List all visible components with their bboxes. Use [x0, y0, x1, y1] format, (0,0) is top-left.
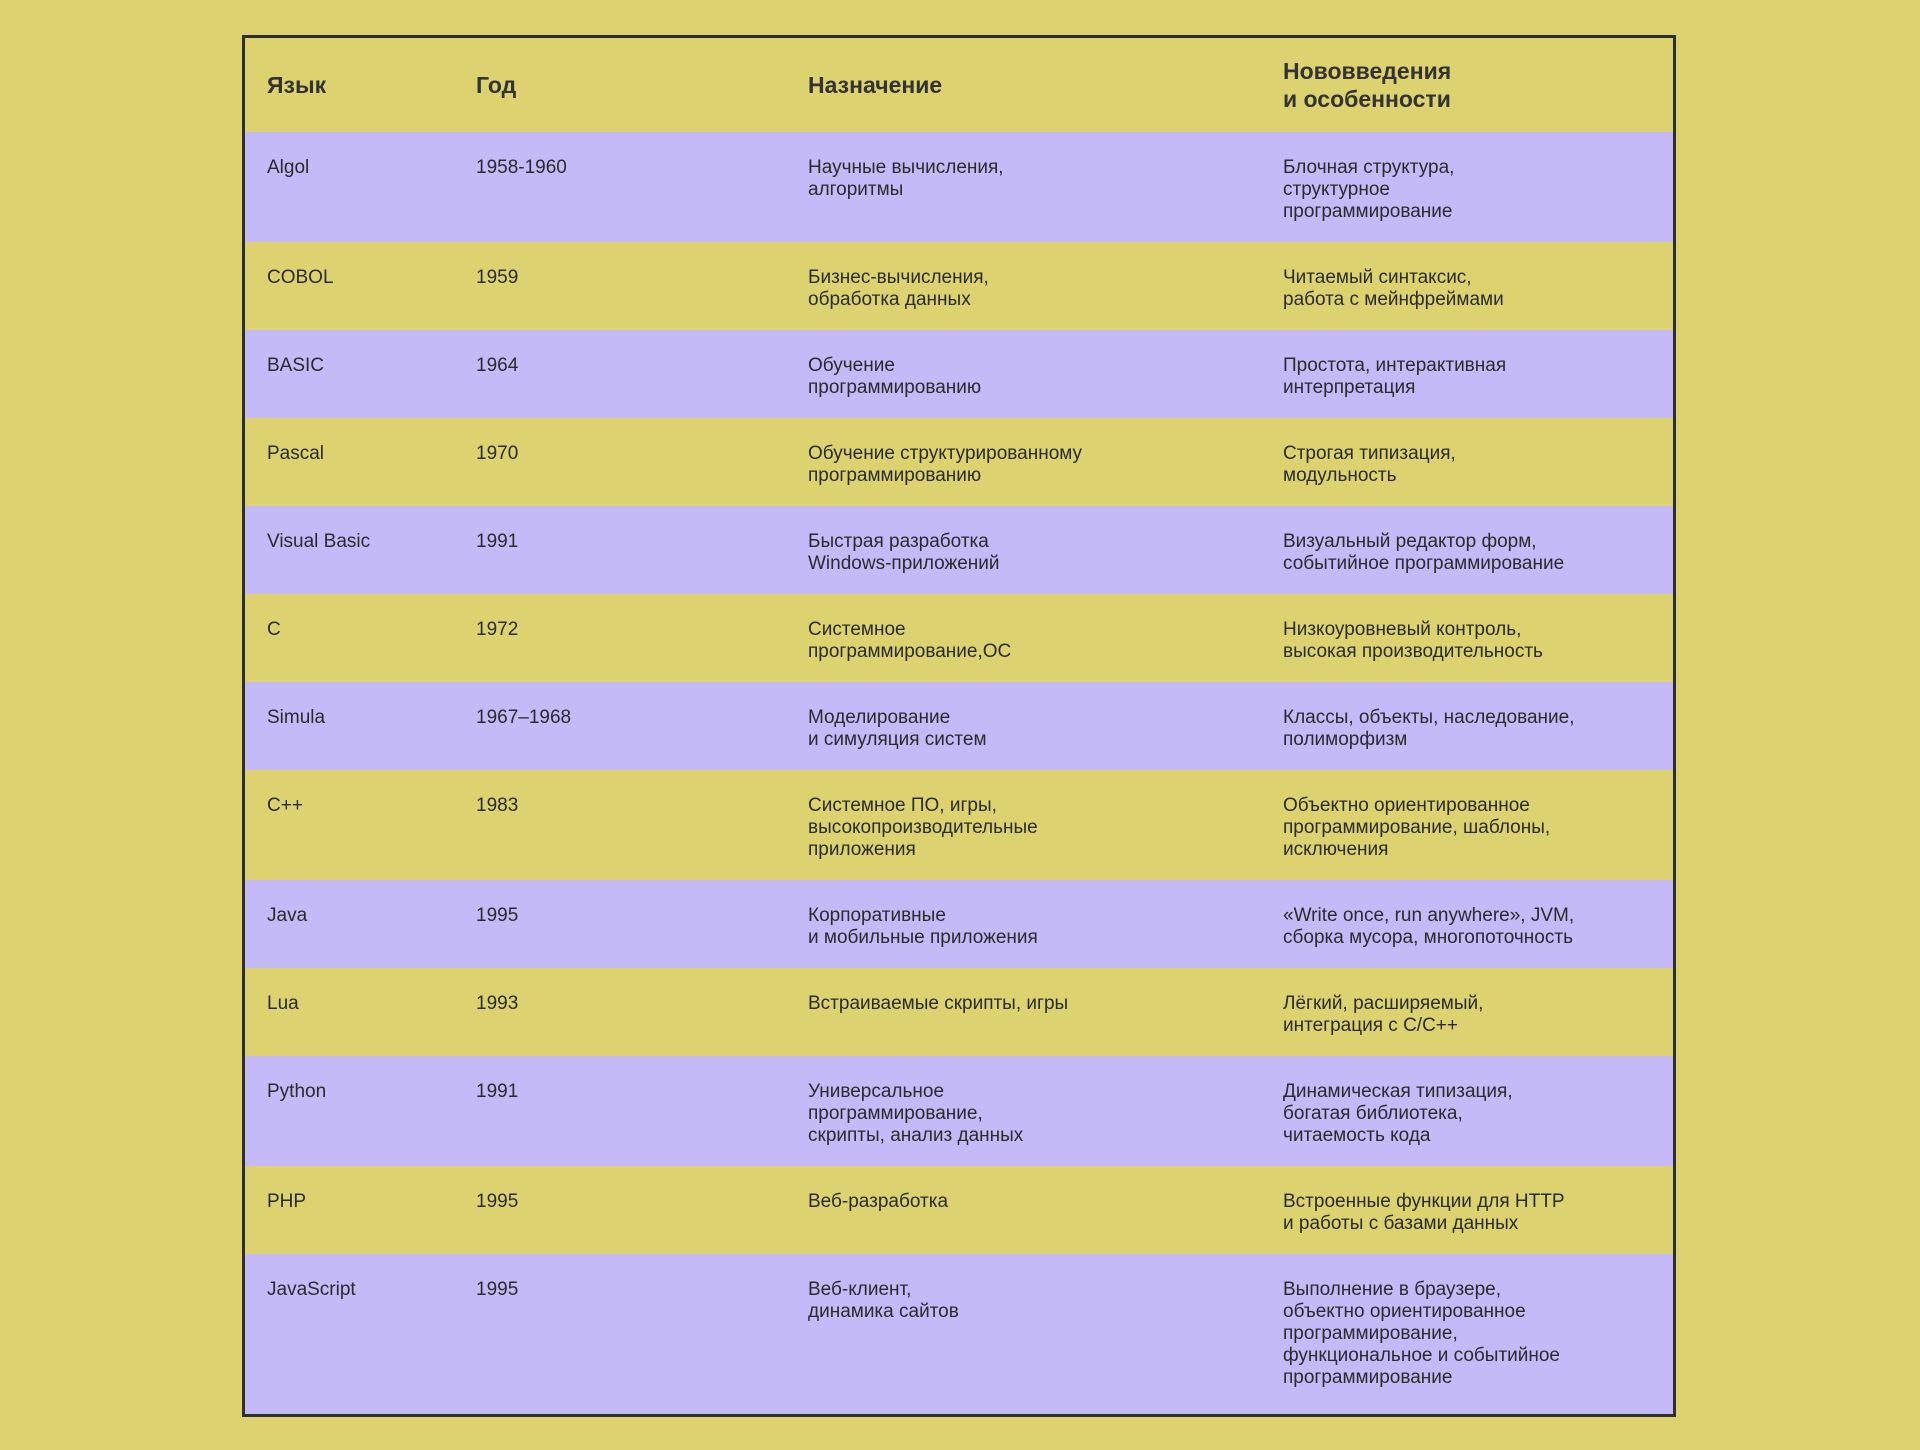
- cell-features: Динамическая типизация, богатая библиотека, читаемость кода: [1283, 1081, 1513, 1146]
- cell-purpose: Системное программирование,ОС: [808, 619, 1012, 662]
- cell-purpose: Быстрая разработка Windows-приложений: [808, 531, 1000, 574]
- table-row: [245, 418, 1673, 506]
- cell-purpose: Корпоративные и мобильные приложения: [808, 905, 1038, 948]
- table-row: [245, 682, 1673, 770]
- cell-year: 1972: [476, 619, 519, 640]
- cell-language: Visual Basic: [267, 531, 371, 552]
- cell-year: 1993: [476, 993, 519, 1014]
- cell-purpose: Универсальное программирование, скрипты, анализ данных: [808, 1081, 1024, 1146]
- table-row: [245, 594, 1673, 682]
- cell-year: 1991: [476, 1081, 519, 1102]
- cell-features: Лёгкий, расширяемый, интеграция с C/C++: [1283, 993, 1484, 1036]
- cell-purpose: Бизнес-вычисления, обработка данных: [808, 267, 989, 310]
- table-row: [245, 968, 1673, 1056]
- cell-year: 1959: [476, 267, 519, 288]
- cell-year: 1970: [476, 443, 519, 464]
- cell-purpose: Системное ПО, игры, высокопроизводительные приложения: [808, 795, 1038, 860]
- table-row: [245, 132, 1673, 242]
- header-purpose: Назначение: [808, 72, 943, 98]
- cell-purpose: Веб-разработка: [808, 1191, 949, 1212]
- cell-features: Низкоуровневый контроль, высокая производительность: [1283, 619, 1543, 662]
- cell-year: 1995: [476, 1279, 519, 1300]
- cell-year: 1995: [476, 905, 519, 926]
- cell-features: Визуальный редактор форм, событийное программирование: [1283, 531, 1565, 574]
- cell-features: Классы, объекты, наследование, полиморфизм: [1283, 707, 1575, 750]
- cell-purpose: Веб-клиент, динамика сайтов: [808, 1279, 959, 1322]
- cell-language: C: [267, 619, 281, 640]
- table-row: [245, 506, 1673, 594]
- languages-table: [242, 35, 1676, 1417]
- table-row: [245, 242, 1673, 330]
- cell-features: Строгая типизация, модульность: [1283, 443, 1456, 486]
- cell-purpose: Обучение структурированному программированию: [808, 443, 1083, 486]
- cell-year: 1995: [476, 1191, 519, 1212]
- cell-purpose: Обучение программированию: [808, 355, 982, 398]
- cell-features: Простота, интерактивная интерпретация: [1283, 355, 1507, 398]
- cell-language: Algol: [267, 157, 310, 178]
- cell-language: BASIC: [267, 355, 325, 376]
- cell-language: Java: [267, 905, 308, 926]
- cell-purpose: Научные вычисления, алгоритмы: [808, 157, 1004, 200]
- cell-language: Pascal: [267, 443, 325, 464]
- cell-year: 1983: [476, 795, 519, 816]
- cell-year: 1991: [476, 531, 519, 552]
- cell-year: 1958-1960: [476, 157, 567, 178]
- cell-purpose: Моделирование и симуляция систем: [808, 707, 987, 750]
- table-row: [245, 770, 1673, 880]
- header-features: Нововведения и особенности: [1283, 58, 1452, 112]
- cell-features: Выполнение в браузере, объектно ориентированное программирование, функциональное и событийное программирование: [1283, 1279, 1561, 1388]
- header-language: Язык: [267, 72, 327, 98]
- cell-year: 1967–1968: [476, 707, 572, 728]
- cell-language: Lua: [267, 993, 299, 1014]
- cell-purpose: Встраиваемые скрипты, игры: [808, 993, 1069, 1014]
- cell-year: 1964: [476, 355, 519, 376]
- table-row: [245, 880, 1673, 968]
- cell-features: Читаемый синтаксис, работа с мейнфреймами: [1283, 267, 1504, 310]
- table-row: [245, 1254, 1673, 1414]
- cell-language: Simula: [267, 707, 326, 728]
- cell-features: «Write once, run anywhere», JVM, сборка мусора, многопоточность: [1283, 905, 1575, 948]
- cell-features: Объектно ориентированное программирование, шаблоны, исключения: [1283, 795, 1551, 860]
- header-year: Год: [476, 72, 517, 98]
- table-header-row: [245, 38, 1673, 132]
- cell-language: Python: [267, 1081, 327, 1102]
- cell-language: COBOL: [267, 267, 334, 288]
- table-row: [245, 1056, 1673, 1166]
- cell-features: Блочная структура, структурное программирование: [1283, 157, 1455, 222]
- cell-language: PHP: [267, 1191, 307, 1212]
- cell-features: Встроенные функции для HTTP и работы с базами данных: [1283, 1191, 1565, 1234]
- table-row: [245, 1166, 1673, 1254]
- cell-language: JavaScript: [267, 1279, 356, 1300]
- table-row: [245, 330, 1673, 418]
- cell-language: C++: [267, 795, 303, 816]
